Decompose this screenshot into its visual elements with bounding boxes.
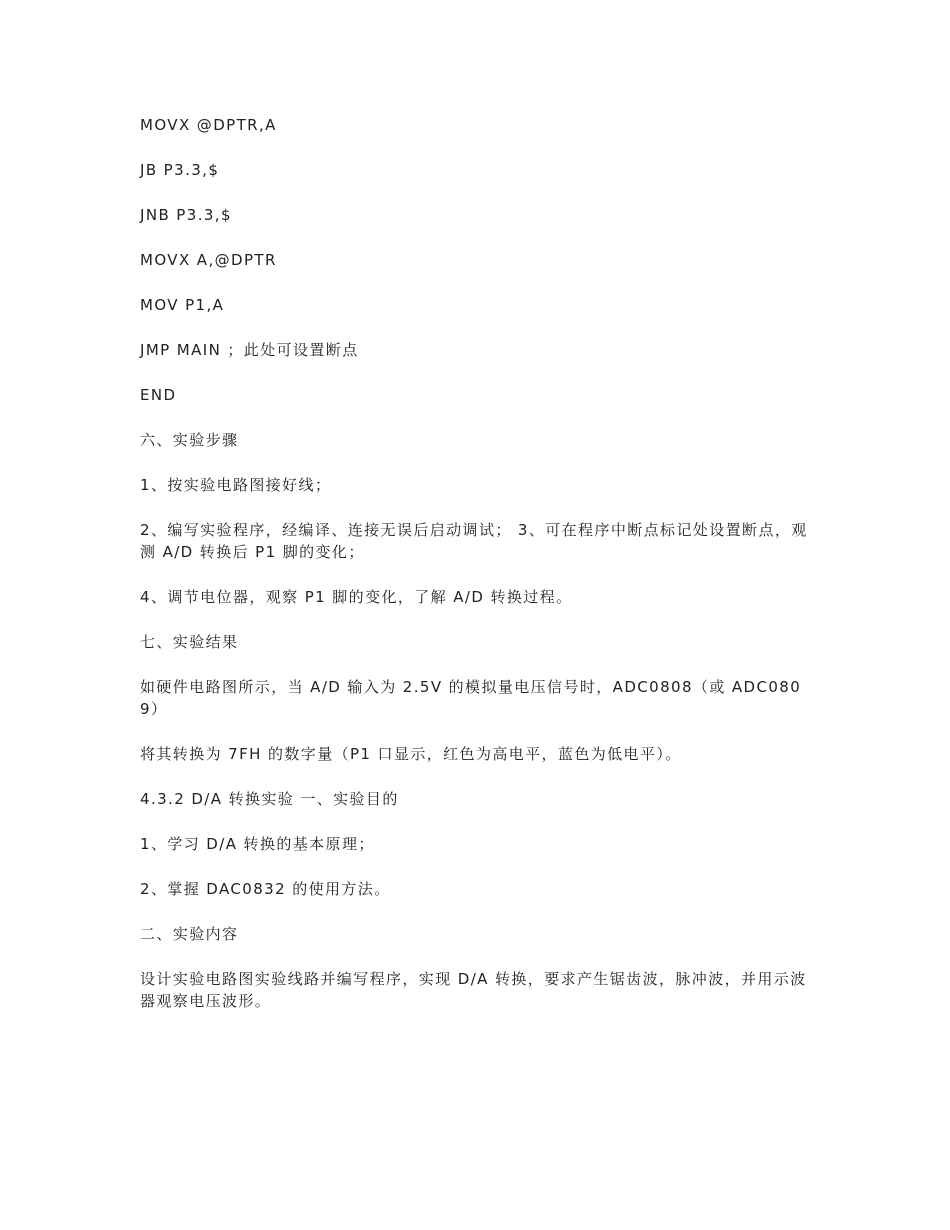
document-body (140, 114, 812, 1035)
paragraph: 1、学习 D/A 转换的基本原理； (140, 835, 375, 853)
code-line: MOVX A,@DPTR (140, 251, 277, 269)
paragraph: 设计实验电路图实验线路并编写程序，实现 D/A 转换，要求产生锯齿波，脉冲波，并用示波器观察电压波形。 (140, 970, 807, 1010)
section-heading: 七、实验结果 (140, 633, 239, 651)
paragraph: 将其转换为 7FH 的数字量（P1 口显示，红色为高电平，蓝色为低电平）。 (140, 745, 682, 763)
code-line: MOVX @DPTR,A (140, 116, 277, 134)
code-line: END (140, 386, 177, 404)
code-line: JMP MAIN ；此处可设置断点 (140, 341, 359, 359)
code-line: JNB P3.3,$ (140, 206, 232, 224)
code-line: JB P3.3,$ (140, 161, 220, 179)
paragraph: 如硬件电路图所示，当 A/D 输入为 2.5V 的模拟量电压信号时，ADC0808（或 ADC0809） (140, 678, 802, 718)
paragraph: 2、编写实验程序，经编译、连接无误后启动调试； 3、可在程序中断点标记处设置断点，观测 A/D 转换后 P1 脚的变化； (140, 521, 808, 561)
code-line: MOV P1,A (140, 296, 225, 314)
paragraph: 2、掌握 DAC0832 的使用方法。 (140, 880, 391, 898)
section-heading: 4.3.2 D/A 转换实验 一、实验目的 (140, 790, 399, 808)
paragraph: 1、按实验电路图接好线； (140, 476, 332, 494)
paragraph: 4、调节电位器，观察 P1 脚的变化，了解 A/D 转换过程。 (140, 588, 573, 606)
section-heading: 二、实验内容 (140, 925, 239, 943)
section-heading: 六、实验步骤 (140, 431, 239, 449)
